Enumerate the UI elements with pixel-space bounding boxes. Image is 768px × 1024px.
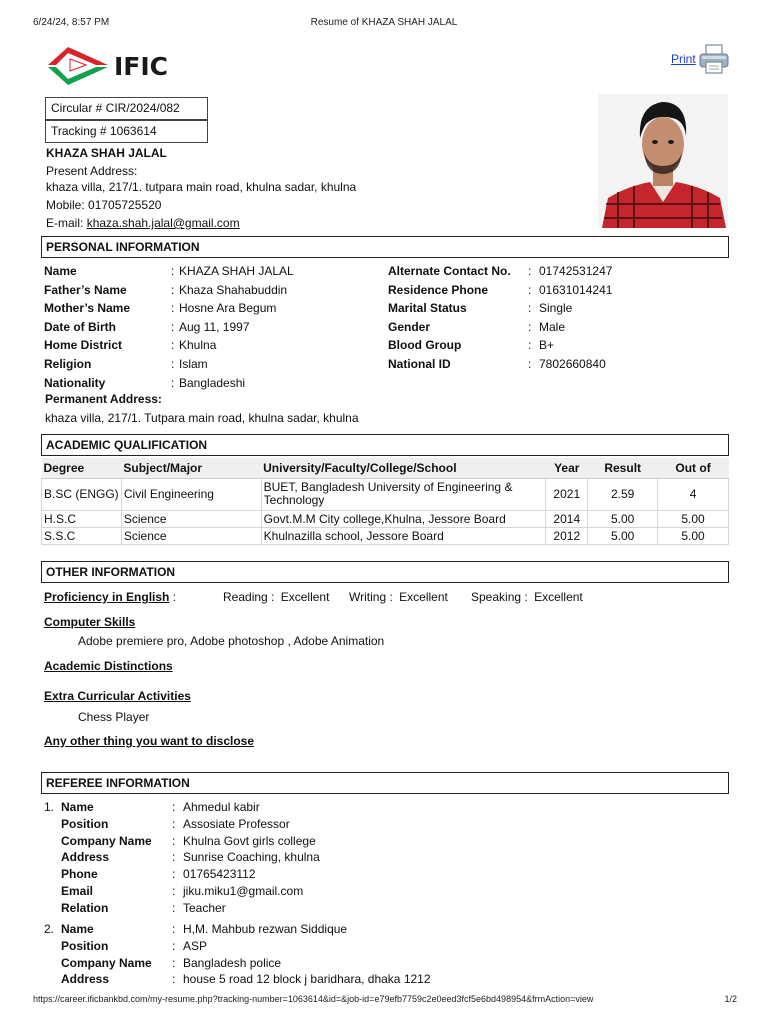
reading-label: Reading : <box>223 590 275 604</box>
personal-right-value: B+ <box>539 338 555 353</box>
personal-left-label: Mother’s Name <box>44 301 131 316</box>
personal-right-label: Alternate Contact No. <box>388 264 511 278</box>
referee-field-label: Company Name <box>61 955 152 970</box>
writing-label: Writing : <box>349 590 393 604</box>
cell-result: 5.00 <box>588 527 658 544</box>
english-proficiency-row: Proficiency in English : <box>44 590 177 604</box>
print-footer-url: https://career.ificbankbd.com/my-resume.php?tracking-number=1063614&id=&job-id=e79efb7759c2e0eed3fcf5e6bd498954&frmAction=view <box>33 994 594 1004</box>
personal-left-value: Khaza Shahabuddin <box>179 282 288 297</box>
printer-icon[interactable] <box>698 43 730 75</box>
writing-value: Excellent <box>399 590 448 604</box>
academic-table <box>41 458 729 545</box>
referee-field-label: Phone <box>61 867 98 882</box>
cell-out-of: 5.00 <box>658 527 729 544</box>
cell-degree: B.SC (ENGG) <box>42 478 122 510</box>
personal-right-value: 7802660840 <box>539 357 606 371</box>
proficiency-label: Proficiency in English <box>44 590 170 604</box>
disclose-label: Any other thing you want to disclose <box>44 734 255 748</box>
personal-right-value: 01631014241 <box>539 282 613 297</box>
personal-right-label: Gender <box>388 319 431 334</box>
print-link[interactable]: Print <box>671 52 696 66</box>
reading-field <box>223 590 329 604</box>
referee-number: 2. <box>44 922 55 936</box>
table-row <box>42 527 729 544</box>
personal-left-value: Hosne Ara Begum <box>179 301 277 316</box>
referee-field-label: Email <box>61 884 94 898</box>
personal-left-value: Khulna <box>179 338 217 353</box>
referee-field-label: Company Name <box>61 833 152 848</box>
candidate-photo <box>598 94 728 228</box>
permanent-address: khaza villa, 217/1. Tutpara main road, khulna sadar, khulna <box>45 411 359 425</box>
section-other-information: OTHER INFORMATION <box>41 561 729 583</box>
referee-field-value: house 5 road 12 block j baridhara, dhaka 1212 <box>183 972 431 987</box>
referee-field-value: H,M. Mahbub rezwan Siddique <box>183 922 348 936</box>
section-academic-qualification: ACADEMIC QUALIFICATION <box>41 434 729 456</box>
circular-number: Circular # CIR/2024/082 <box>45 97 208 120</box>
referee-field-value: Assosiate Professor <box>183 816 290 831</box>
personal-right-label: Marital Status <box>388 301 467 316</box>
personal-right-label: National ID <box>388 357 451 371</box>
referee-field-value: Teacher <box>183 900 226 915</box>
candidate-name: KHAZA SHAH JALAL <box>46 146 167 160</box>
speaking-field <box>471 590 583 604</box>
cell-year: 2021 <box>546 478 588 510</box>
personal-left-label: Name <box>44 264 77 278</box>
personal-left-value: Islam <box>179 357 208 371</box>
print-title: Resume of KHAZA SHAH JALAL <box>310 17 458 28</box>
permanent-address-label: Permanent Address: <box>45 392 162 406</box>
reading-value: Excellent <box>280 590 330 604</box>
referee-field-label: Address <box>61 850 110 865</box>
col-result: Result <box>588 458 658 478</box>
cell-institution: Govt.M.M City college,Khulna, Jessore Board <box>261 510 546 527</box>
personal-right-value: Male <box>539 319 566 334</box>
col-out-of: Out of <box>658 458 729 478</box>
referee-field-value: 01765423112 <box>183 867 256 882</box>
cell-institution: Khulnazilla school, Jessore Board <box>261 527 546 544</box>
mobile: Mobile: 01705725520 <box>46 198 162 212</box>
cell-institution: BUET, Bangladesh University of Engineering & Technology <box>261 478 546 510</box>
ific-logo <box>46 45 168 87</box>
cell-year: 2014 <box>546 510 588 527</box>
email-label: E-mail: <box>46 216 84 230</box>
table-row <box>42 478 729 510</box>
print-datetime: 6/24/24, 8:57 PM <box>33 17 110 28</box>
ific-logo-mark <box>46 45 110 87</box>
computer-skills-label: Computer Skills <box>44 615 136 629</box>
referee-field-label: Position <box>61 816 109 831</box>
col-subject: Subject/Major <box>121 458 261 478</box>
print-header <box>0 17 768 31</box>
col-institution: University/Faculty/College/School <box>261 458 546 478</box>
referee-field-label: Address <box>61 972 110 987</box>
cell-degree: S.S.C <box>42 527 122 544</box>
referee-field-value: ASP <box>183 938 208 953</box>
personal-left-value: KHAZA SHAH JALAL <box>179 264 294 278</box>
cell-result: 5.00 <box>588 510 658 527</box>
present-address: khaza villa, 217/1. tutpara main road, khulna sadar, khulna <box>46 180 357 194</box>
cell-subject: Science <box>121 510 261 527</box>
cell-result: 2.59 <box>588 478 658 510</box>
referee-field-value: jiku.miku1@gmail.com <box>183 884 304 898</box>
col-year: Year <box>546 458 588 478</box>
cell-year: 2012 <box>546 527 588 544</box>
speaking-value: Excellent <box>534 590 583 604</box>
cell-out-of: 4 <box>658 478 729 510</box>
email-line <box>46 216 240 230</box>
ific-logo-text: IFIC <box>114 51 169 81</box>
personal-left-label: Home District <box>44 338 123 353</box>
section-personal-information: PERSONAL INFORMATION <box>41 236 729 258</box>
personal-right-value: Single <box>539 301 573 316</box>
personal-left-label: Date of Birth <box>44 319 116 334</box>
col-degree: Degree <box>42 458 122 478</box>
personal-right-value: 01742531247 <box>539 264 613 278</box>
personal-left-label: Religion <box>44 357 92 371</box>
referee-field-value: Ahmedul kabir <box>183 800 260 814</box>
tracking-number: Tracking # 1063614 <box>45 120 208 143</box>
present-address-label: Present Address: <box>46 164 138 178</box>
referee-field-label: Name <box>61 922 94 936</box>
referee-number: 1. <box>44 800 55 814</box>
referee-field-label: Position <box>61 938 109 953</box>
writing-field <box>349 590 448 604</box>
extra-curricular-value: Chess Player <box>78 710 150 724</box>
personal-left-label: Father’s Name <box>44 282 127 297</box>
academic-distinctions-label: Academic Distinctions <box>44 659 173 673</box>
cell-out-of: 5.00 <box>658 510 729 527</box>
speaking-label: Speaking : <box>471 590 528 604</box>
referee-field-value: Sunrise Coaching, khulna <box>183 850 320 865</box>
email-link[interactable]: khaza.shah.jalal@gmail.com <box>86 216 240 230</box>
referee-field-label: Relation <box>61 900 109 915</box>
cell-degree: H.S.C <box>42 510 122 527</box>
referee-field-value: Bangladesh police <box>183 955 282 970</box>
computer-skills-value: Adobe premiere pro, Adobe photoshop , Adobe Animation <box>78 634 385 648</box>
personal-left-label: Nationality <box>44 375 106 390</box>
cell-subject: Science <box>121 527 261 544</box>
table-row <box>42 510 729 527</box>
print-page-number: 1/2 <box>724 994 737 1004</box>
extra-curricular-label: Extra Curricular Activities <box>44 689 191 703</box>
personal-left-value: Bangladeshi <box>179 375 246 390</box>
personal-right-label: Residence Phone <box>388 282 489 297</box>
personal-left-value: Aug 11, 1997 <box>179 319 250 334</box>
academic-header-row <box>42 458 729 478</box>
referee-field-label: Name <box>61 800 94 814</box>
cell-subject: Civil Engineering <box>121 478 261 510</box>
personal-right-label: Blood Group <box>388 338 462 353</box>
referee-field-value: Khulna Govt girls college <box>183 833 316 848</box>
section-referee-information: REFEREE INFORMATION <box>41 772 729 794</box>
